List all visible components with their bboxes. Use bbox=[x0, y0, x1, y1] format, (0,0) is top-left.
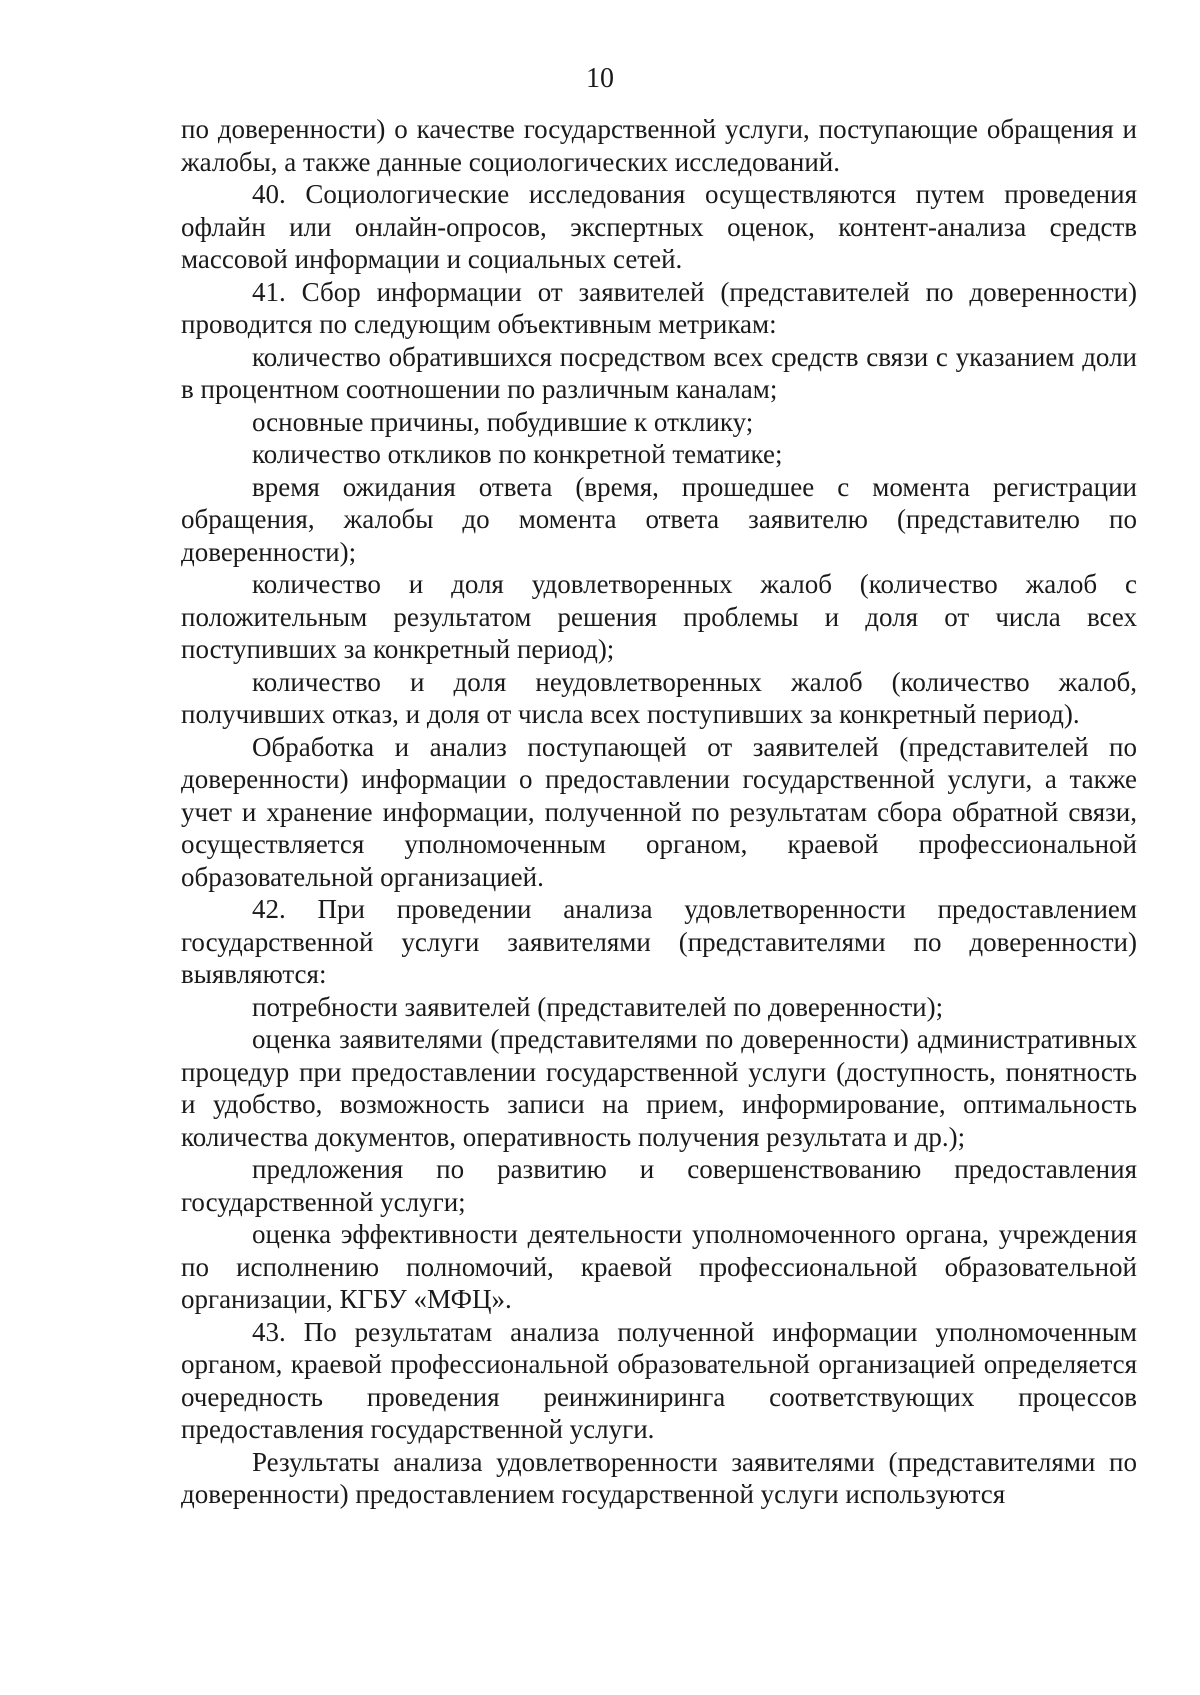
paragraph-continuation: по доверенности) о качестве государственной услуги, поступающие обращения и жалобы, а также данные социологических исследований. bbox=[181, 114, 1137, 177]
finding-item: потребности заявителей (представителей по доверенности); bbox=[252, 991, 944, 1022]
metric-item: количество и доля неудовлетворенных жалоб (количество жалоб, получивших отказ, и доля от числа всех поступивших за конкретный период). bbox=[181, 666, 1137, 729]
finding-item: оценка эффективности деятельности уполномоченного органа, учреждения по исполнению полномочий, краевой профессиональной образовательной организации, КГБУ «МФЦ». bbox=[181, 1219, 1137, 1314]
page-number: 10 bbox=[586, 63, 614, 94]
body-text bbox=[181, 113, 1137, 1511]
paragraph-item-41: 41. Сбор информации от заявителей (представителей по доверенности) проводится по следующим объективным метрикам: bbox=[181, 276, 1137, 339]
paragraph-item-40: 40. Социологические исследования осуществляются путем проведения офлайн или онлайн-опросов, экспертных оценок, контент-анализа средств массовой информации и социальных сетей. bbox=[181, 179, 1137, 274]
metric-item: количество обратившихся посредством всех средств связи с указанием доли в процентном соотношении по различным каналам; bbox=[181, 341, 1137, 404]
metric-item: основные причины, побудившие к отклику; bbox=[252, 406, 754, 437]
metric-item: количество и доля удовлетворенных жалоб (количество жалоб с положительным результатом решения проблемы и доля от числа всех поступивших за конкретный период); bbox=[181, 569, 1137, 664]
metric-item: количество откликов по конкретной тематике; bbox=[252, 439, 783, 469]
paragraph-processing: Обработка и анализ поступающей от заявителей (представителей по доверенности) информации о предоставлении государственной услуги, а также учет и хранение информации, полученной по результатам сбора обратной связи, осуществляется уполномоченным органом, краевой профессиональной образовательной организацией. bbox=[181, 731, 1137, 892]
paragraph-results: Результаты анализа удовлетворенности заявителями (представителями по доверенности) предоставлением государственной услуги используются bbox=[181, 1446, 1137, 1509]
finding-item: предложения по развитию и совершенствованию предоставления государственной услуги; bbox=[181, 1154, 1137, 1217]
metric-item: время ожидания ответа (время, прошедшее с момента регистрации обращения, жалобы до момента ответа заявителю (представителю по доверенности); bbox=[181, 471, 1137, 567]
paragraph-item-43: 43. По результатам анализа полученной информации уполномоченным органом, краевой профессиональной образовательной организацией определяется очередность проведения реинжиниринга соответствующих процессов предоставления государственной услуги. bbox=[181, 1316, 1137, 1444]
paragraph-item-42: 42. При проведении анализа удовлетворенности предоставлением государственной услуги заявителями (представителями по доверенности) выявляются: bbox=[181, 894, 1137, 989]
finding-item: оценка заявителями (представителями по доверенности) административных процедур при предоставлении государственной услуги (доступность, понятность и удобство, возможность записи на прием, информирование, оптимальность количества документов, оперативность получения результата и др.); bbox=[181, 1024, 1137, 1152]
